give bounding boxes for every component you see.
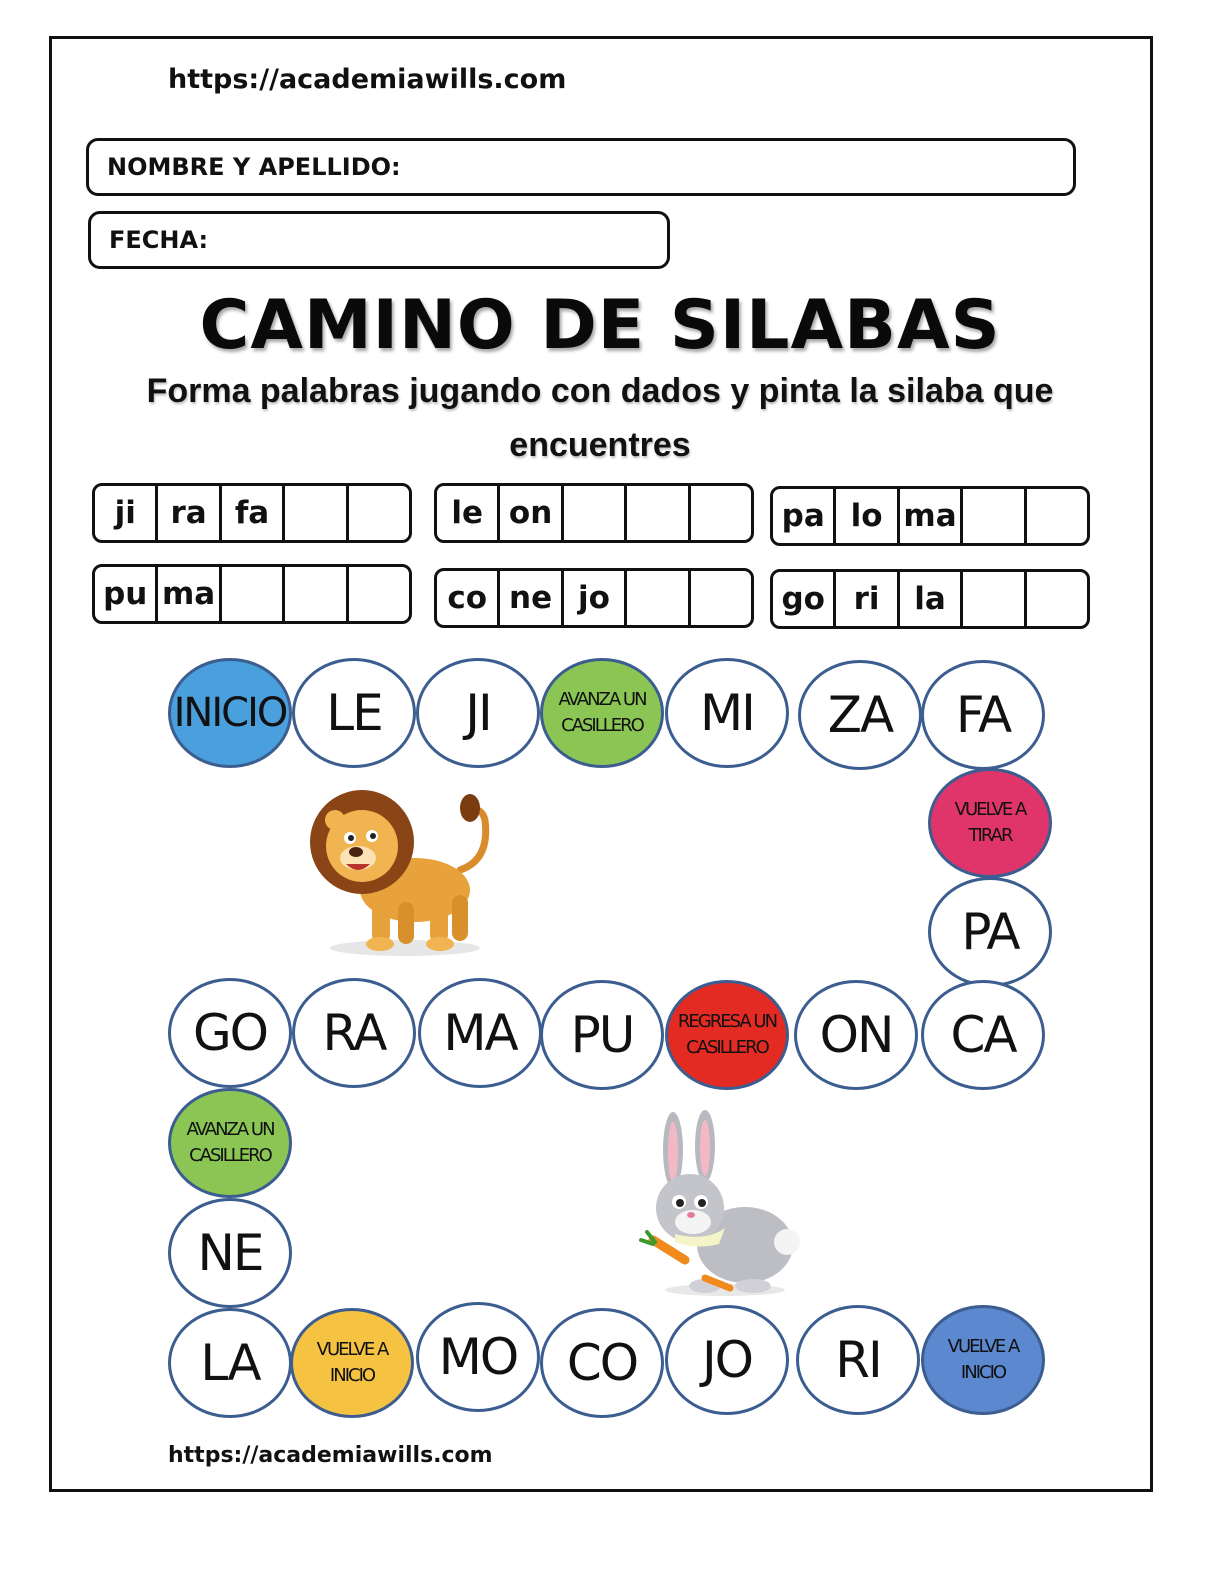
path-space-label: PU [570,1006,634,1064]
path-space-label: INICIO [173,690,287,736]
syllable-cell[interactable] [285,486,348,540]
path-space-3[interactable] [416,658,540,768]
syllable-cell[interactable] [564,486,627,540]
syllable-cell: jo [564,571,627,625]
path-space-17[interactable] [168,1088,292,1198]
path-space-11[interactable] [794,980,918,1090]
path-space-25[interactable] [921,1305,1045,1415]
syllable-cell[interactable] [222,567,285,621]
path-space-label: AVANZA UN CASILLERO [186,1119,274,1166]
site-url-top: https://academiawills.com [168,64,567,95]
path-space-label: ON [819,1006,893,1064]
path-space-label: LA [200,1334,260,1392]
syllable-cell[interactable] [963,572,1026,626]
path-space-18[interactable] [168,1198,292,1308]
syllable-cell: le [437,486,500,540]
date-field[interactable] [88,211,670,269]
syllable-cell: ma [900,489,963,543]
path-space-label: CO [566,1334,638,1392]
rabbit-illustration [635,1110,805,1300]
path-space-label: AVANZA UN CASILLERO [558,689,646,736]
word-box-3 [770,486,1090,546]
syllable-cell[interactable] [691,571,751,625]
syllable-cell: co [437,571,500,625]
word-box-6 [770,569,1090,629]
syllable-cell[interactable] [627,571,690,625]
path-space-label: MI [700,684,754,742]
path-space-24[interactable] [796,1305,920,1415]
path-space-9[interactable] [928,877,1052,987]
path-space-23[interactable] [665,1305,789,1415]
path-space-label: JO [701,1331,753,1389]
syllable-cell: fa [222,486,285,540]
syllable-cell[interactable] [691,486,751,540]
path-space-label: JI [465,684,491,742]
path-space-14[interactable] [418,978,542,1088]
syllable-cell[interactable] [349,486,409,540]
syllable-cell[interactable] [1027,489,1087,543]
path-space-21[interactable] [416,1302,540,1412]
syllable-cell: ne [500,571,563,625]
path-space-6[interactable] [798,660,922,770]
path-space-1[interactable] [168,658,292,768]
syllable-cell[interactable] [627,486,690,540]
path-space-20[interactable] [290,1308,414,1418]
path-space-2[interactable] [292,658,416,768]
syllable-cell: on [500,486,563,540]
path-space-22[interactable] [540,1308,664,1418]
path-space-16[interactable] [168,978,292,1088]
syllable-cell: ma [158,567,221,621]
path-space-label: REGRESA UN CASILLERO [677,1011,777,1058]
syllable-cell: lo [836,489,899,543]
path-space-label: MO [438,1328,518,1386]
syllable-cell[interactable] [349,567,409,621]
path-space-8[interactable] [928,768,1052,878]
path-space-label: FA [955,686,1011,744]
name-field[interactable] [86,138,1076,196]
path-space-label: NE [197,1224,263,1282]
syllable-cell[interactable] [963,489,1026,543]
path-space-label: GO [192,1004,268,1062]
path-space-label: PA [961,903,1019,961]
syllable-cell: pu [95,567,158,621]
path-space-label: LE [326,684,382,742]
path-space-label: MA [443,1004,517,1062]
path-space-label: VUELVE A TIRAR [954,799,1026,846]
page-subtitle: Forma palabras jugando con dados y pinta la silaba que encuentres [146,372,1054,464]
word-box-1 [92,483,412,543]
syllable-cell: ji [95,486,158,540]
path-space-7[interactable] [921,660,1045,770]
word-box-4 [92,564,412,624]
path-space-label: CA [950,1006,1016,1064]
syllable-cell[interactable] [1027,572,1087,626]
syllable-cell: ra [158,486,221,540]
path-space-12[interactable] [665,980,789,1090]
syllable-cell[interactable] [285,567,348,621]
name-field-label: NOMBRE Y APELLIDO: [107,153,401,181]
path-space-13[interactable] [540,980,664,1090]
path-space-4[interactable] [540,658,664,768]
date-field-label: FECHA: [109,226,209,254]
path-space-15[interactable] [292,978,416,1088]
word-box-2 [434,483,754,543]
lion-illustration [300,780,510,960]
word-box-5 [434,568,754,628]
path-space-label: VUELVE A INICIO [316,1339,388,1386]
path-space-label: ZA [827,686,893,744]
path-space-19[interactable] [168,1308,292,1418]
syllable-cell: ri [836,572,899,626]
path-space-label: RI [835,1331,881,1389]
syllable-cell: pa [773,489,836,543]
path-space-label: VUELVE A INICIO [947,1336,1019,1383]
path-space-5[interactable] [665,658,789,768]
path-space-10[interactable] [921,980,1045,1090]
syllable-cell: la [900,572,963,626]
syllable-cell: go [773,572,836,626]
path-space-label: RA [322,1004,386,1062]
page-title: CAMINO DE SILABAS [199,286,1001,365]
site-url-bottom: https://academiawills.com [168,1443,493,1468]
